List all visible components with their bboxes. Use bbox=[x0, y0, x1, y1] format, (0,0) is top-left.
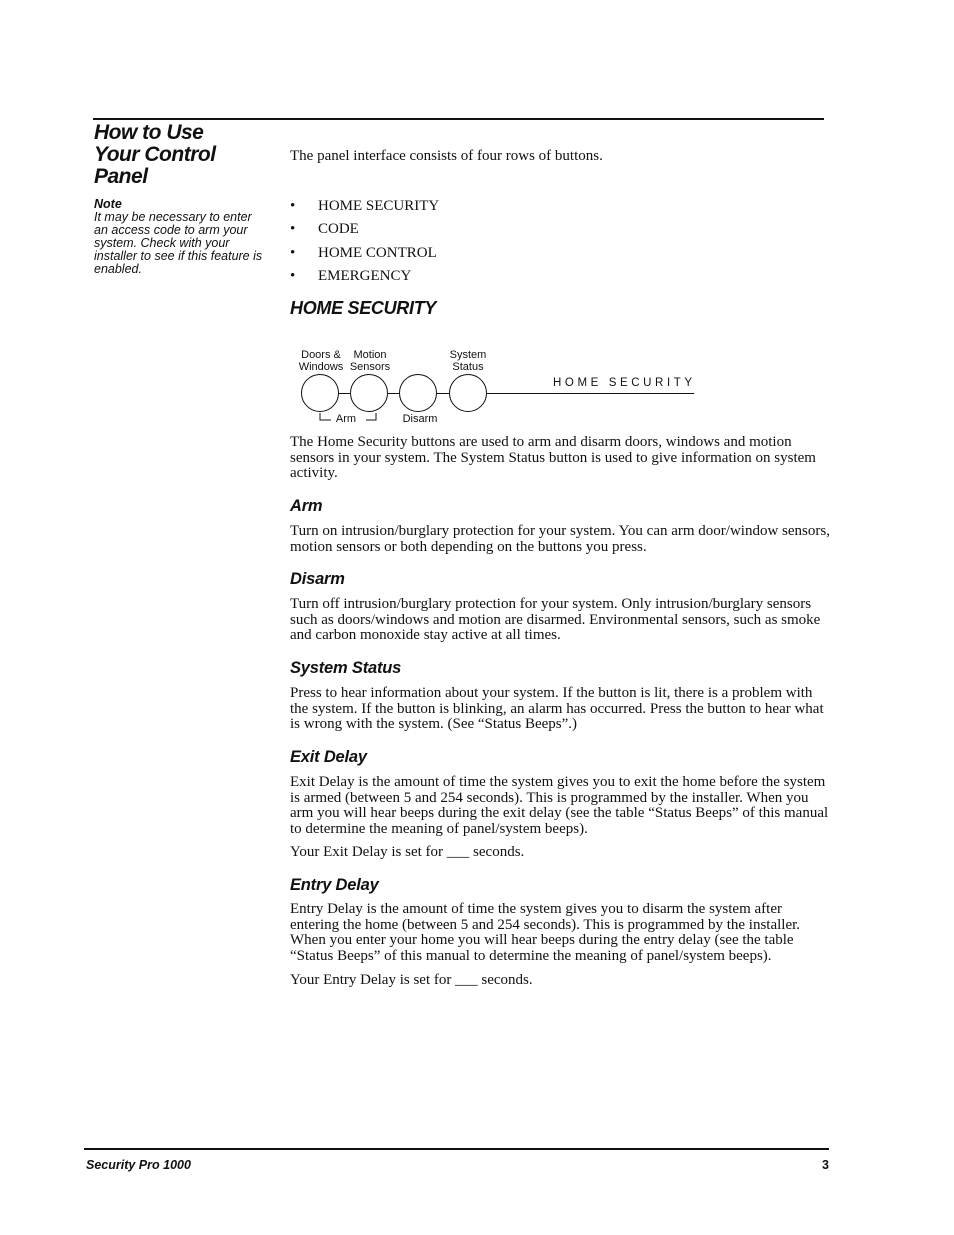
section-heading-arm: Arm bbox=[290, 497, 323, 515]
arm-paragraph: Turn on intrusion/burglary protection for your system. You can arm door/window sensors, motion sensors or both depending on the buttons you press. bbox=[290, 523, 830, 555]
footer-rule bbox=[84, 1148, 829, 1150]
doors-windows-button[interactable] bbox=[301, 374, 339, 412]
exit-delay-setting: Your Exit Delay is set for ___ seconds. bbox=[290, 844, 525, 860]
title-line: Panel bbox=[94, 165, 148, 188]
system-status-label: System Status bbox=[449, 349, 487, 373]
sidebar bbox=[94, 122, 269, 276]
section-heading-system-status: System Status bbox=[290, 659, 402, 677]
footer-title: Security Pro 1000 bbox=[86, 1158, 191, 1172]
entry-delay-setting: Your Entry Delay is set for ___ seconds. bbox=[290, 972, 533, 988]
top-rule bbox=[93, 118, 824, 120]
home-security-panel-diagram bbox=[290, 345, 710, 430]
motion-sensors-label: Motion Sensors bbox=[349, 349, 391, 373]
page-title bbox=[94, 122, 269, 188]
arm-label: Arm bbox=[335, 413, 357, 425]
entry-delay-paragraph: Entry Delay is the amount of time the system gives you to disarm the system after entering the home (between 5 and 254 seconds). This is programmed by the installer. When you enter your home you will hear beeps during the entry delay (see the table “Status Beeps” of this manual to determine the meaning of panel/system beeps). bbox=[290, 901, 801, 964]
list-item: • HOME SECURITY bbox=[290, 198, 440, 214]
title-line: Your Control bbox=[94, 143, 216, 166]
connector-line bbox=[437, 393, 449, 394]
home-security-description: The Home Security buttons are used to arm and disarm doors, windows and motion sensors in your system. The System Status button is used to give information on system activity. bbox=[290, 434, 816, 482]
exit-delay-paragraph: Exit Delay is the amount of time the system gives you to exit the home before the system is armed (between 5 and 254 seconds). This is programmed by the installer. When you arm you will hear beeps during the exit delay (see the table “Status Beeps” of this manual to determine the meaning of panel/system beeps). bbox=[290, 774, 829, 837]
connector-line bbox=[388, 393, 399, 394]
system-status-button[interactable] bbox=[449, 374, 487, 412]
home-security-panel-label: HOME SECURITY bbox=[553, 377, 696, 389]
note-heading: Note bbox=[94, 197, 122, 211]
section-heading-entry-delay: Entry Delay bbox=[290, 876, 379, 894]
section-heading-home-security: HOME SECURITY bbox=[290, 298, 437, 318]
disarm-button[interactable] bbox=[399, 374, 437, 412]
section-heading-disarm: Disarm bbox=[290, 570, 345, 588]
disarm-label: Disarm bbox=[402, 413, 438, 425]
panel-underline bbox=[487, 393, 694, 394]
intro-paragraph: The panel interface consists of four rows of buttons. bbox=[290, 148, 603, 164]
main-content bbox=[290, 148, 830, 988]
list-item: • CODE bbox=[290, 221, 359, 238]
page-number: 3 bbox=[822, 1158, 829, 1172]
motion-sensors-button[interactable] bbox=[350, 374, 388, 412]
doors-windows-label: Doors & Windows bbox=[298, 349, 344, 373]
connector-line bbox=[339, 393, 350, 394]
disarm-paragraph: Turn off intrusion/burglary protection for your system. Only intrusion/burglary sensors such as doors/windows and motion are disarmed. Environmental sensors, such as smoke and carbon monoxide stay active at all times. bbox=[290, 596, 821, 644]
list-item: • HOME CONTROL bbox=[290, 244, 437, 261]
section-heading-exit-delay: Exit Delay bbox=[290, 748, 367, 766]
title-line: How to Use bbox=[94, 121, 204, 144]
note-text: It may be necessary to enter an access code to arm your system. Check with your installer to see if this feature is enabled. bbox=[94, 210, 263, 276]
system-status-paragraph: Press to hear information about your system. If the button is lit, there is a problem with the system. If the button is blinking, an alarm has occurred. Press the button to hear what is wrong with the system. (See “Status Beeps”.) bbox=[290, 685, 824, 733]
list-item: • EMERGENCY bbox=[290, 267, 412, 284]
button-rows-list bbox=[290, 195, 439, 288]
